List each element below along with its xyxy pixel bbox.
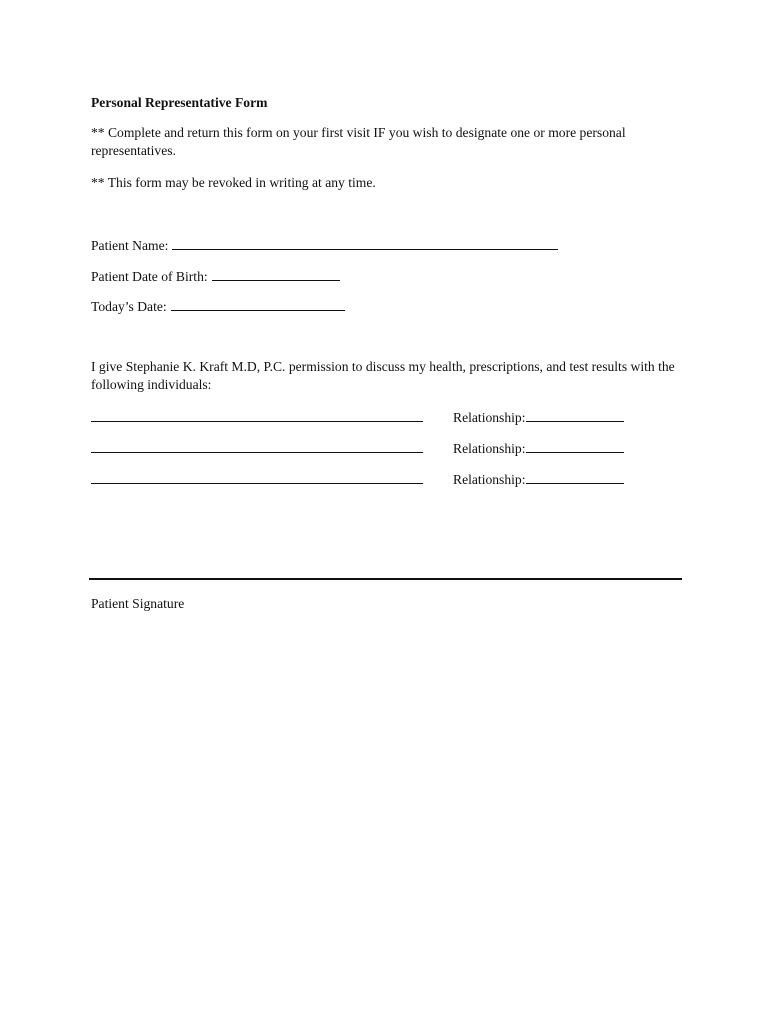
individual-name-field-1[interactable] [91, 421, 423, 422]
patient-name-label: Patient Name: [91, 238, 169, 253]
individual-name-field-3[interactable] [91, 483, 423, 484]
relationship-label-1: Relationship: [453, 410, 526, 425]
relationship-label-2: Relationship: [453, 441, 526, 456]
signature-line[interactable] [89, 578, 682, 580]
relationship-row-1 [453, 407, 624, 427]
instruction-note-revoke: ** This form may be revoked in writing at any time. [91, 175, 376, 190]
patient-name-field[interactable] [172, 235, 558, 250]
relationship-field-1[interactable] [526, 407, 624, 422]
patient-dob-row [91, 266, 340, 286]
instruction-note-first-visit: ** Complete and return this form on your first visit IF you wish to designate one or more personal representatives. [91, 125, 626, 158]
individual-name-field-2[interactable] [91, 452, 423, 453]
signature-label: Patient Signature [91, 596, 185, 611]
relationship-row-2 [453, 438, 624, 458]
relationship-label-3: Relationship: [453, 472, 526, 487]
form-title: Personal Representative Form [91, 95, 268, 110]
todays-date-field[interactable] [171, 296, 345, 311]
patient-dob-label: Patient Date of Birth: [91, 269, 208, 284]
todays-date-label: Today’s Date: [91, 299, 167, 314]
patient-name-row [91, 235, 558, 255]
permission-statement: I give Stephanie K. Kraft M.D, P.C. permission to discuss my health, prescriptions, and test results with the following individuals: [91, 359, 675, 392]
patient-dob-field[interactable] [212, 266, 340, 281]
relationship-row-3 [453, 469, 624, 489]
todays-date-row [91, 296, 345, 316]
relationship-field-2[interactable] [526, 438, 624, 453]
relationship-field-3[interactable] [526, 469, 624, 484]
